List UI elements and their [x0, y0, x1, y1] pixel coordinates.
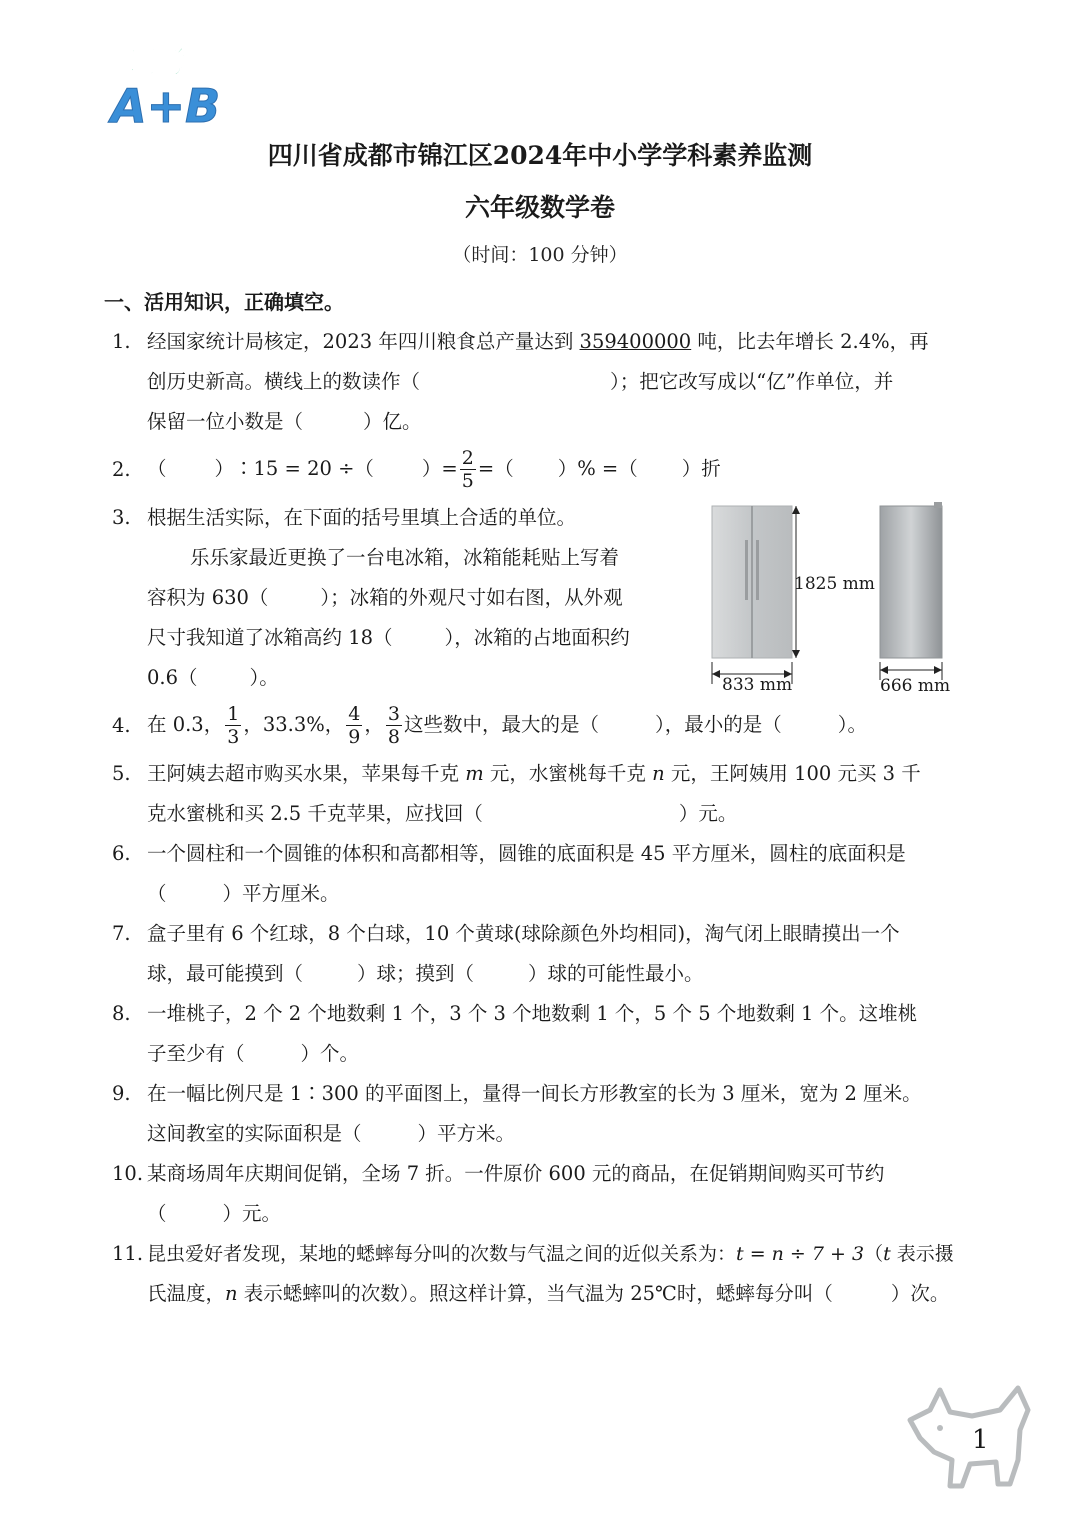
exam-time: （时间：100 分钟）: [452, 244, 628, 266]
svg-text:A+B: A+B: [111, 79, 221, 130]
question-text: 王阿姨去超市购买水果，苹果每千克 m 元，水蜜桃每千克 n 元，王阿姨用 100 元买 3 千: [147, 762, 921, 785]
fraction: $\frac{3}{8}$: [387, 703, 400, 748]
question-number: 11.: [112, 1242, 144, 1265]
question-text: 在 0.3， $\frac{1}{3}$ ，33.3%， $\frac{4}{9}$ ， $\frac{3}{8}$ 这些数中，最大的是（ ），最小的是（ ）。: [147, 703, 868, 748]
question-text: 在一幅比例尺是 1∶300 的平面图上，量得一间长方形教室的长为 3 厘米，宽为 2 厘米。: [147, 1082, 922, 1105]
question-text: 尺寸我知道了冰箱高约 18（ ），冰箱的占地面积约: [147, 626, 630, 649]
question-text: 子至少有（ ）个。: [147, 1042, 360, 1065]
mascot-icon: [900, 1380, 1040, 1500]
question-text: 保留一位小数是（ ）亿。: [147, 410, 422, 433]
question-text: （ ）元。: [147, 1202, 282, 1225]
question-number: 1.: [112, 330, 131, 353]
svg-text:调考: 调考: [127, 45, 187, 80]
question-number: 8.: [112, 1002, 131, 1025]
question-text: 这间教室的实际面积是（ ）平方米。: [147, 1122, 516, 1145]
question-text: 经国家统计局核定，2023 年四川粮食总产量达到 359400000 吨，比去年增长 2.4%，再: [147, 330, 929, 353]
brand-logo: [105, 38, 235, 130]
question-text: （ ）平方厘米。: [147, 882, 340, 905]
fraction: $\frac{4}{9}$: [348, 703, 361, 748]
question-text: （ ）∶15 = 20 ÷（ ）= $\frac{2}{5}$ =（ ）% =（ ）折: [147, 447, 721, 492]
question-text: 一个圆柱和一个圆锥的体积和高都相等，圆锥的底面积是 45 平方厘米，圆柱的底面积是: [147, 842, 906, 865]
question-text: 昆虫爱好者发现，某地的蟋蟀每分叫的次数与气温之间的近似关系为：t = n ÷ 7 + 3（t 表示摄: [147, 1243, 954, 1265]
question-text: 某商场周年庆期间促销，全场 7 折。一件原价 600 元的商品，在促销期间购买可节约: [147, 1162, 885, 1185]
fridge-width-label: 833 mm: [722, 675, 793, 695]
question-text: 0.6（ ）。: [147, 666, 279, 689]
question-text: 氏温度，n 表示蟋蟀叫的次数）。照这样计算，当气温为 25℃时，蟋蟀每分叫（ ）次。: [147, 1282, 950, 1305]
question-text: 克水蜜桃和买 2.5 千克苹果，应找回（ ）元。: [147, 802, 738, 825]
question-number: 3.: [112, 506, 131, 529]
fridge-depth-label: 666 mm: [880, 676, 951, 696]
question-text: 根据生活实际，在下面的括号里填上合适的单位。: [147, 506, 577, 529]
question-text: 创历史新高。横线上的数读作（ ）；把它改写成以“亿”作单位，并: [147, 370, 894, 393]
question-text: 一堆桃子，2 个 2 个地数剩 1 个，3 个 3 个地数剩 1 个，5 个 5 个地数剩 1 个。这堆桃: [147, 1002, 918, 1025]
question-text: 球，最可能摸到（ ）球；摸到（ ）球的可能性最小。: [147, 962, 704, 985]
section-title: 一、活用知识，正确填空。: [104, 290, 344, 314]
page-number: 1: [972, 1425, 989, 1455]
exam-subtitle: 六年级数学卷: [464, 193, 615, 222]
question-text: 乐乐家最近更换了一台电冰箱，冰箱能耗贴上写着: [190, 546, 620, 569]
fridge-diagram: [700, 500, 950, 700]
question-number: 5.: [112, 762, 131, 785]
formula: t = n ÷ 7 + 3: [736, 1243, 865, 1265]
fridge-height-label: 1825 mm: [794, 574, 875, 594]
exam-title: 四川省成都市锦江区2024年中小学学科素养监测: [267, 141, 813, 170]
question-number: 7.: [112, 922, 131, 945]
fraction: $\frac{1}{3}$: [227, 703, 240, 748]
question-text: 容积为 630（ ）；冰箱的外观尺寸如右图，从外观: [147, 586, 623, 609]
question-text: 盒子里有 6 个红球，8 个白球，10 个黄球(球除颜色外均相同)，淘气闭上眼睛摸出一个: [147, 922, 900, 945]
question-number: 2.: [112, 458, 131, 481]
question-number: 4.: [112, 714, 131, 737]
fraction: $\frac{2}{5}$: [461, 447, 474, 492]
underlined-number: 359400000: [579, 330, 692, 353]
question-number: 9.: [112, 1082, 131, 1105]
question-number: 10.: [112, 1162, 144, 1185]
question-number: 6.: [112, 842, 131, 865]
